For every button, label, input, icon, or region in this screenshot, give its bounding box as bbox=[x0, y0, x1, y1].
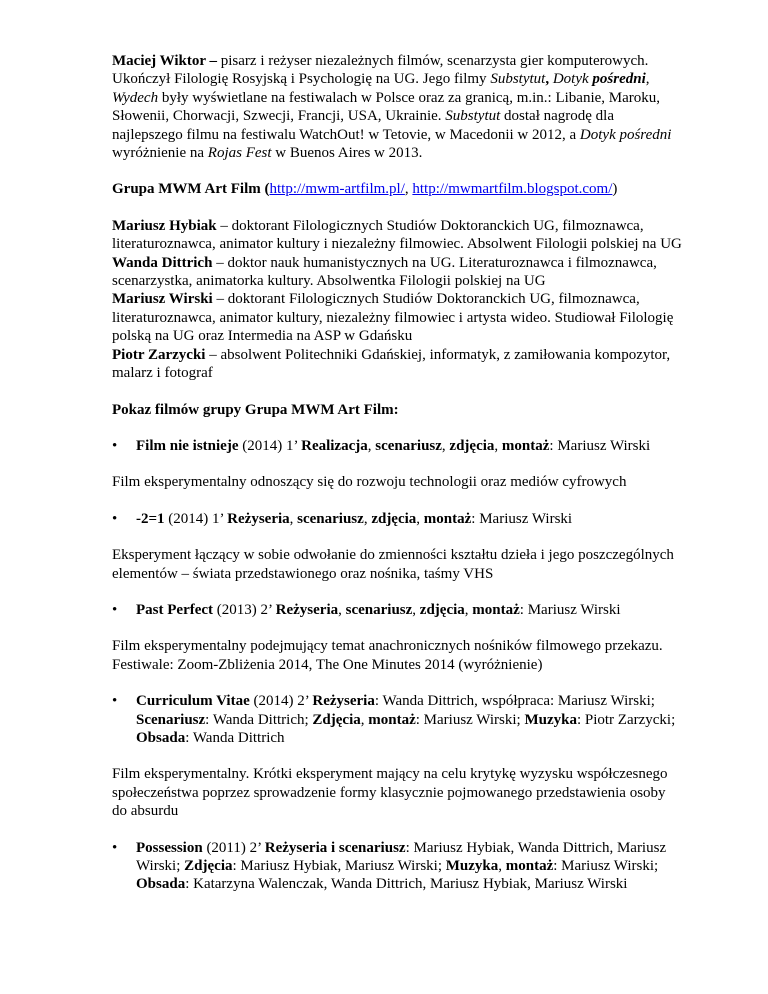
member-entry: Wanda Dittrich – doktor nauk humanistycznych na UG. Literaturoznawca i filmoznawca, scenarzystka, animatorka kultury. Absolwentka Filologii polskiej na UG bbox=[112, 254, 657, 290]
film-description: Film eksperymentalny. Krótki eksperyment mający na celu krytykę wyzysku współczesnego społeczeństwa poprzez sprowadzenie formy klasycznie pojmowanego przedstawienia osoby do absurdu bbox=[112, 766, 668, 820]
group-heading: Grupa MWM Art Film (http://mwm-artfilm.pl/, http://mwmartfilm.blogspot.com/) bbox=[112, 181, 618, 198]
film-list bbox=[112, 839, 684, 894]
film-list bbox=[112, 692, 684, 747]
film-description: Film eksperymentalny podejmujący temat anachronicznych nośników filmowego przekazu. Festiwale: Zoom-Zbliżenia 2014, The One Minutes 2014 (wyróżnienie) bbox=[112, 638, 663, 673]
bio-name: Maciej Wiktor bbox=[112, 53, 206, 69]
member-entry: Mariusz Hybiak – doktorant Filologicznych Studiów Doktoranckich UG, filmoznawca, literaturoznawca, animator kultury i niezależny filmowiec. Absolwent Filologii polskiej na UG bbox=[112, 217, 682, 253]
group-link-blog[interactable]: http://mwmartfilm.blogspot.com/ bbox=[412, 181, 613, 198]
member-entry: Piotr Zarzycki – absolwent Politechniki Gdańskiej, informatyk, z zamiłowania kompozytor, malarz i fotograf bbox=[112, 346, 671, 382]
film-item: • Possession (2011) 2’ Reżyseria i scenariusz: Mariusz Hybiak, Wanda Dittrich, Mariusz Wirski; Zdjęcia: Mariusz Hybiak, Mariusz Wirski; Muzyka, montaż: Mariusz Wirski; Obsada: Katarzyna Walenczak, Wanda Dittrich, Mariusz Hybiak, Mariusz Wirski bbox=[136, 839, 684, 894]
group-link-website[interactable]: http://mwm-artfilm.pl/ bbox=[269, 181, 405, 198]
film-item: • Past Perfect (2013) 2’ Reżyseria, scenariusz, zdjęcia, montaż: Mariusz Wirski bbox=[136, 601, 684, 619]
film-description: Film eksperymentalny odnoszący się do rozwoju technologii oraz mediów cyfrowych bbox=[112, 474, 627, 491]
film-description: Eksperyment łączący w sobie odwołanie do zmienności kształtu dzieła i jego poszczególnych elementów – świata przedstawionego oraz nośnika, taśmy VHS bbox=[112, 547, 674, 582]
film-list bbox=[112, 510, 684, 528]
bio-paragraph: Maciej Wiktor – pisarz i reżyser niezależnych filmów, scenarzysta gier komputerowych. Ukończył Filologię Rosyjską i Psychologię na UG. Jego filmy Substytut, Dotyk pośredni, Wydech były wyświetlane na festiwalach w Polsce oraz za granicą, m.in.: Libanie, Maroku, Słowenii, Chorwacji, Szwecji, Francji, USA, Ukrainie. Substytut dostał nagrodę dla najlepszego filmu na festiwalu WatchOut! w Tetovie, w Macedonii w 2012, a Dotyk pośredni wyróżnienie na Rojas Fest w Buenos Aires w 2013. bbox=[112, 53, 672, 162]
film-list bbox=[112, 437, 684, 455]
screening-heading: Pokaz filmów grupy Grupa MWM Art Film: bbox=[112, 401, 399, 418]
film-item: • -2=1 (2014) 1’ Reżyseria, scenariusz, zdjęcia, montaż: Mariusz Wirski bbox=[136, 510, 684, 528]
members-list bbox=[112, 217, 684, 383]
film-list bbox=[112, 601, 684, 619]
film-item: • Film nie istnieje (2014) 1’ Realizacja, scenariusz, zdjęcia, montaż: Mariusz Wirski bbox=[136, 437, 684, 455]
film-item: • Curriculum Vitae (2014) 2’ Reżyseria: Wanda Dittrich, współpraca: Mariusz Wirski; Scenariusz: Wanda Dittrich; Zdjęcia, montaż: Mariusz Wirski; Muzyka: Piotr Zarzycki; Obsada: Wanda Dittrich bbox=[136, 692, 684, 747]
member-entry: Mariusz Wirski – doktorant Filologicznych Studiów Doktoranckich UG, filmoznawca, literaturoznawca, animator kultury, niezależny filmowiec i artysta wideo. Studiował Filologię polską na UG oraz Intermedia na ASP w Gdańsku bbox=[112, 291, 674, 345]
